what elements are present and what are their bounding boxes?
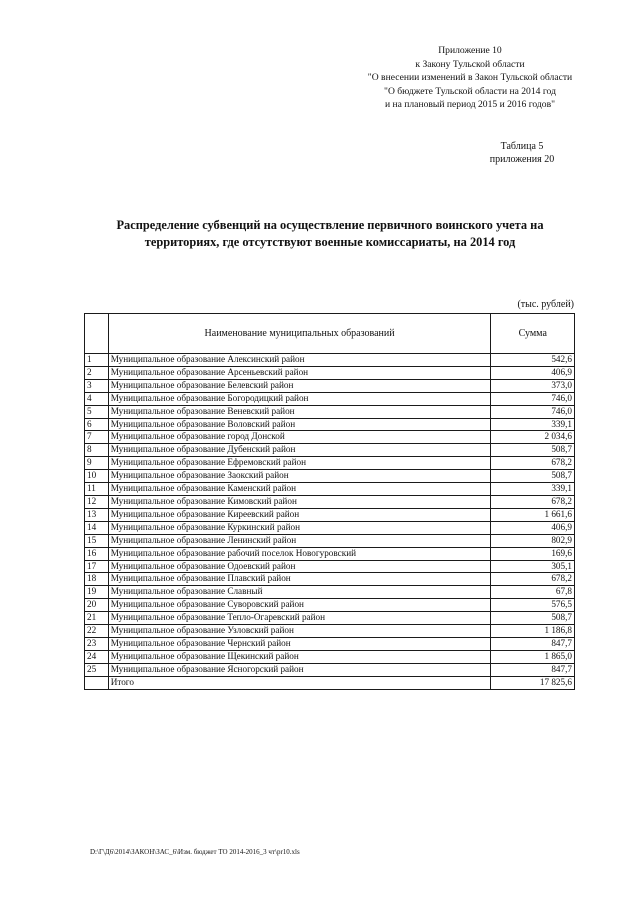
- row-name: Муниципальное образование Плавский район: [108, 573, 491, 586]
- table-row: [85, 470, 575, 483]
- row-sum: 406,9: [491, 521, 575, 534]
- row-name: Муниципальное образование Суворовский район: [108, 599, 491, 612]
- row-number: 19: [85, 586, 109, 599]
- table-row: [85, 392, 575, 405]
- row-name: Итого: [108, 676, 491, 689]
- row-number: 21: [85, 612, 109, 625]
- appendix-header: [330, 44, 610, 112]
- appendix-law-ref: к Закону Тульской области: [415, 58, 525, 70]
- document-title: [95, 217, 565, 251]
- table-body: [85, 354, 575, 690]
- table-row: [85, 366, 575, 379]
- table-row: [85, 625, 575, 638]
- row-sum: 339,1: [491, 418, 575, 431]
- row-sum: 1 186,8: [491, 625, 575, 638]
- row-number: 13: [85, 508, 109, 521]
- row-sum: 17 825,6: [491, 676, 575, 689]
- row-name: Муниципальное образование Веневский район: [108, 405, 491, 418]
- row-sum: 508,7: [491, 444, 575, 457]
- appendix-number: Приложение 10: [438, 45, 502, 56]
- row-name: Муниципальное образование Кимовский район: [108, 495, 491, 508]
- row-sum: 847,7: [491, 663, 575, 676]
- table-row: [85, 354, 575, 367]
- table-row: [85, 599, 575, 612]
- table-row: [85, 495, 575, 508]
- row-number: 12: [85, 495, 109, 508]
- row-name: Муниципальное образование Щекинский район: [108, 650, 491, 663]
- row-name: Муниципальное образование Славный: [108, 586, 491, 599]
- row-number: 25: [85, 663, 109, 676]
- row-sum: 1 661,6: [491, 508, 575, 521]
- table-row: [85, 573, 575, 586]
- row-sum: 1 865,0: [491, 650, 575, 663]
- table-row: [85, 444, 575, 457]
- row-name: Муниципальное образование рабочий поселок Новогуровский: [108, 547, 491, 560]
- appendix-law-title-3: и на плановый период 2015 и 2016 годов": [384, 99, 556, 110]
- row-number: 5: [85, 405, 109, 418]
- total-row: [85, 676, 575, 689]
- row-number: 7: [85, 431, 109, 444]
- column-header-sum: Сумма: [491, 314, 575, 354]
- row-number: 23: [85, 637, 109, 650]
- table-row: [85, 534, 575, 547]
- row-name: Муниципальное образование город Донской: [108, 431, 491, 444]
- subsidy-table: [84, 313, 575, 690]
- row-name: Муниципальное образование Чернский район: [108, 637, 491, 650]
- row-sum: 802,9: [491, 534, 575, 547]
- row-number: 6: [85, 418, 109, 431]
- column-header-number: [85, 314, 109, 354]
- row-sum: 678,2: [491, 495, 575, 508]
- row-name: Муниципальное образование Заокский район: [108, 470, 491, 483]
- row-sum: 169,6: [491, 547, 575, 560]
- table-row: [85, 379, 575, 392]
- row-number: 17: [85, 560, 109, 573]
- row-sum: 67,8: [491, 586, 575, 599]
- row-name: Муниципальное образование Каменский район: [108, 483, 491, 496]
- row-sum: 746,0: [491, 392, 575, 405]
- row-name: Муниципальное образование Тепло-Огаревский район: [108, 612, 491, 625]
- table-row: [85, 405, 575, 418]
- row-name: Муниципальное образование Киреевский район: [108, 508, 491, 521]
- table-reference: [462, 140, 582, 166]
- table-row: [85, 483, 575, 496]
- row-name: Муниципальное образование Ясногорский район: [108, 663, 491, 676]
- row-number: 1: [85, 354, 109, 367]
- row-number: 3: [85, 379, 109, 392]
- row-sum: 508,7: [491, 470, 575, 483]
- row-number: 8: [85, 444, 109, 457]
- document-title-line-1: Распределение субвенций на осуществление первичного воинского учета на: [116, 218, 544, 232]
- units-label: (тыс. рублей): [517, 299, 574, 310]
- table-appendix-ref: приложения 20: [489, 154, 555, 165]
- row-number: 24: [85, 650, 109, 663]
- column-header-name: Наименование муниципальных образований: [108, 314, 491, 354]
- table-row: [85, 457, 575, 470]
- table-row: [85, 560, 575, 573]
- table-row: [85, 508, 575, 521]
- table-row: [85, 650, 575, 663]
- row-sum: 678,2: [491, 573, 575, 586]
- row-sum: 2 034,6: [491, 431, 575, 444]
- row-name: Муниципальное образование Дубенский район: [108, 444, 491, 457]
- row-name: Муниципальное образование Ефремовский район: [108, 457, 491, 470]
- row-number: [85, 676, 109, 689]
- table-header-row: [85, 314, 575, 354]
- row-name: Муниципальное образование Арсеньевский район: [108, 366, 491, 379]
- row-name: Муниципальное образование Воловский район: [108, 418, 491, 431]
- row-sum: 542,6: [491, 354, 575, 367]
- table-row: [85, 612, 575, 625]
- table-row: [85, 521, 575, 534]
- row-number: 22: [85, 625, 109, 638]
- row-sum: 339,1: [491, 483, 575, 496]
- row-number: 10: [85, 470, 109, 483]
- appendix-law-title-2: "О бюджете Тульской области на 2014 год: [384, 85, 556, 97]
- row-sum: 678,2: [491, 457, 575, 470]
- row-sum: 305,1: [491, 560, 575, 573]
- row-name: Муниципальное образование Алексинский район: [108, 354, 491, 367]
- row-name: Муниципальное образование Ленинский район: [108, 534, 491, 547]
- row-name: Муниципальное образование Одоевский район: [108, 560, 491, 573]
- row-number: 16: [85, 547, 109, 560]
- table-row: [85, 586, 575, 599]
- row-number: 20: [85, 599, 109, 612]
- table-number: Таблица 5: [500, 141, 544, 152]
- row-name: Муниципальное образование Богородицкий район: [108, 392, 491, 405]
- table-row: [85, 431, 575, 444]
- row-sum: 746,0: [491, 405, 575, 418]
- table-row: [85, 663, 575, 676]
- row-number: 14: [85, 521, 109, 534]
- row-sum: 576,5: [491, 599, 575, 612]
- row-number: 9: [85, 457, 109, 470]
- row-sum: 406,9: [491, 366, 575, 379]
- row-number: 4: [85, 392, 109, 405]
- row-name: Муниципальное образование Куркинский район: [108, 521, 491, 534]
- row-number: 2: [85, 366, 109, 379]
- row-number: 18: [85, 573, 109, 586]
- row-sum: 373,0: [491, 379, 575, 392]
- table-row: [85, 547, 575, 560]
- table-row: [85, 418, 575, 431]
- row-sum: 508,7: [491, 612, 575, 625]
- row-name: Муниципальное образование Белевский район: [108, 379, 491, 392]
- document-title-line-2: территориях, где отсутствуют военные комиссариаты, на 2014 год: [144, 235, 516, 249]
- appendix-law-title-1: "О внесении изменений в Закон Тульской области: [367, 72, 573, 83]
- row-name: Муниципальное образование Узловский район: [108, 625, 491, 638]
- row-sum: 847,7: [491, 637, 575, 650]
- file-path-footer: D:\Г\Д6\2014\ЗАКОН\ЗАС_6\Изм. бюджет ТО 2014-2016_3 чт\pr10.xls: [90, 848, 300, 856]
- table-row: [85, 637, 575, 650]
- row-number: 11: [85, 483, 109, 496]
- row-number: 15: [85, 534, 109, 547]
